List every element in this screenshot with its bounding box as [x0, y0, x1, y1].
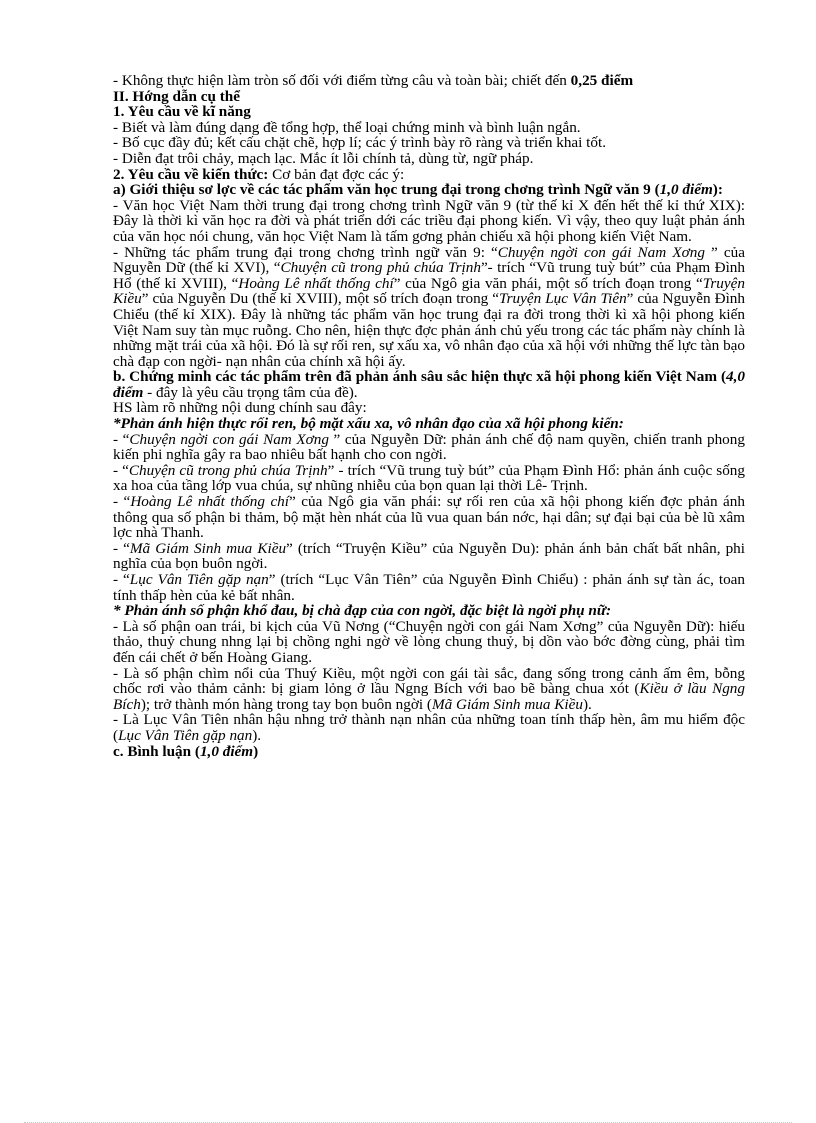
paragraph [113, 603, 745, 619]
paragraph [113, 494, 745, 541]
italic-text: Chuyện ngời con gái Nam Xơng [497, 243, 712, 261]
paragraph [113, 151, 745, 167]
body-text: ” của Nguyễn Dữ: phản ánh chế độ nam quyền, chiến tranh phong kiến phi nghĩa gây ra bao nhiêu bất hạnh cho con ngời. [113, 430, 745, 464]
body-text: Cơ bản đạt đợc các ý: [272, 165, 405, 183]
italic-text: Kiều ở lầu Ngng Bích [113, 680, 745, 713]
body-text: ” của Nguyễn Đình Chiểu (thế kỉ XIX). Đây là những tác phẩm văn học trung đại ra đời trong thời kì xã hội phong kiến Việt Nam suy tàn mục ruỗng. Cho nên, hiện thực đợc phản ánh chủ yếu trong các tác phẩm này chính là những mặt trái của xã hội. Đó là sự rối ren, sự xấu xa, vô nhân đạo của xã hội với những thế lực tàn bạo chà đạp con ngời- nạn nhân của chính xã hội ấy. [113, 290, 745, 370]
bold-text: ): [712, 181, 723, 199]
italic-text: Hoàng Lê nhất thống chí [238, 274, 394, 292]
bold-text: a) Giới thiệu sơ lợc về các tác phẩm văn học trung đại trong chơng trình Ngữ văn 9 ( [113, 181, 660, 199]
bold-text: 1,0 điểm [199, 742, 254, 760]
body-text: - “ [113, 461, 129, 479]
body-text: ” của Nguyễn Du (thế kỉ XVIII), một số trích đoạn trong “ [141, 290, 500, 308]
italic-text: Truyện Lục Vân Tiên [499, 290, 627, 308]
bold-text: *Phản ánh hiện thực rối ren, bộ mặt xấu xa, vô nhân đạo của xã hội phong kiến: [113, 415, 624, 433]
body-text: ” của Ngô gia văn phái: sự rối ren của xã hội phong kiến đợc phản ánh thông qua số phận bi thảm, bộ mặt hèn nhát của lũ vua quan bán nớc, hại dân; sự đại bại của bè lũ xâm lợc nhà Thanh. [113, 493, 745, 542]
body-text: ”- trích “Vũ trung tuỳ bút” của Phạm Đình Hổ (thế kỉ XVIII), “ [113, 259, 745, 292]
body-text: - Những tác phẩm trung đại trong chơng trình ngữ văn 9: “ [113, 243, 498, 261]
bold-text: 1,0 điểm [659, 181, 713, 199]
body-text: - Văn học Việt Nam thời trung đại trong chơng trình Ngữ văn 9 (từ thế kỉ X đến hết thế kỉ thứ XIX): Đây là thời kì văn học ra đời và phát triển dới các triều đại phong kiến. Vì vậy, theo quy luật phản ánh của văn học nói chung, văn học Việt Nam là tấm gơng phản chiếu xã hội phong kiến Việt Nam. [113, 196, 745, 245]
bold-text: * Phản ánh số phận khổ đau, bị chà đạp của con ngời, đặc biệt là ngời phụ nữ: [113, 602, 611, 620]
body-text: - “ [113, 539, 130, 557]
body-text: ). [252, 726, 262, 744]
body-text: - “ [113, 430, 130, 448]
paragraph [113, 104, 745, 120]
italic-text: Chuyện cũ trong phủ chúa Trịnh [280, 259, 481, 277]
body-text: - Biết và làm đúng dạng đề tổng hợp, thể loại chứng minh và bình luận ngắn. [113, 118, 581, 136]
body-text: ” (trích “Lục Vân Tiên” của Nguyễn Đình Chiểu) : phản ánh sự tàn ác, toan tính thấp hèn của kẻ bất nhân. [113, 571, 745, 604]
paragraph [113, 416, 745, 432]
paragraph [113, 619, 745, 666]
bold-text: c. Bình luận ( [113, 742, 200, 760]
body-text: ). [582, 695, 592, 713]
bold-text: II. Hớng dẫn cụ thể [113, 87, 240, 105]
paragraph [113, 541, 745, 572]
body-text: - Bố cục đầy đủ; kết cấu chặt chẽ, hợp lí; các ý trình bày rõ ràng và triển khai tốt. [113, 134, 607, 152]
italic-text: Chuyện cũ trong phủ chúa Trịnh [128, 461, 328, 479]
paragraph [113, 572, 745, 603]
document-page [113, 73, 745, 759]
paragraph [113, 182, 745, 198]
bold-text: 1. Yêu cầu về kĩ năng [113, 103, 251, 121]
body-text: - “ [113, 571, 130, 588]
body-text: ” (trích “Truyện Kiều” của Nguyễn Du): phản ánh bản chất bất nhân, phi nghĩa của bọn buôn ngời. [113, 539, 745, 573]
italic-text: Truyện Kiều [113, 274, 745, 308]
body-text: - Diễn đạt trôi chảy, mạch lạc. Mắc ít lỗi chính tả, dùng từ, ngữ pháp. [113, 149, 534, 167]
italic-text: Lục Vân Tiên gặp nạn [129, 571, 269, 588]
body-text: - Là Lục Vân Tiên nhân hậu nhng trở thành nạn nhân của những toan tính thấp hèn, âm mu hiểm độc ( [113, 711, 745, 744]
paragraph [113, 400, 745, 416]
paragraph [113, 712, 745, 743]
bold-text: b. Chứng minh các tác phẩm trên đã phản ánh sâu sắc hiện thực xã hội phong kiến Việt Nam ( [113, 368, 727, 386]
italic-text: Mã Giám Sinh mua Kiều [129, 539, 287, 557]
paragraph [113, 198, 745, 245]
body-text: ” - trích “Vũ trung tuỳ bút” của Phạm Đình Hổ: phản ánh cuộc sống xa hoa của tầng lớp vua chúa, sự nhũng nhiễu của bọn quan lại thời Lê- Trịnh. [113, 461, 745, 495]
body-text: - Là số phận chìm nổi của Thuý Kiều, một ngời con gái tài sắc, đang sống trong cảnh ấm êm, bỗng chốc rơi vào thảm cảnh: bị giam lỏng ở lầu Ngng Bích với bao bẽ bàng chua xót ( [113, 664, 745, 698]
paragraph [113, 167, 745, 183]
bold-text: ) [253, 742, 259, 760]
body-text: ” của Ngô gia văn phái, một số trích đoạn trong “ [393, 274, 703, 292]
paragraph [113, 73, 745, 89]
body-text: - Không thực hiện làm tròn số đối với điểm từng câu và toàn bài; chiết đến [113, 72, 571, 89]
paragraph [113, 463, 745, 494]
italic-text: Lục Vân Tiên gặp nạn [118, 726, 253, 744]
paragraph [113, 432, 745, 463]
paragraph [113, 135, 745, 151]
body-text: - Là số phận oan trái, bi kịch của Vũ Nơng (“Chuyện ngời con gái Nam Xơng” của Nguyễn Dữ): hiếu thảo, thuỷ chung nhng lại bị chồng nghi ngờ về lòng chung thuỷ, bị dồn vào bớc đờng cùng, phải tìm đến cái chết ở bến Hoàng Giang. [113, 617, 745, 666]
paragraph [113, 120, 745, 136]
body-text: - đây là yêu cầu trọng tâm của đề). [143, 383, 358, 401]
paragraph [113, 245, 745, 370]
italic-text: Mã Giám Sinh mua Kiều [431, 695, 583, 713]
paragraph [113, 744, 745, 760]
bold-text: 4,0 điểm [113, 368, 745, 401]
paragraph [113, 666, 745, 713]
body-text: - “ [113, 493, 131, 511]
bold-text: 2. Yêu cầu về kiến thức: [113, 165, 273, 183]
italic-text: Hoàng Lê nhất thống chí [130, 493, 289, 511]
body-text: ); trở thành món hàng trong tay bọn buôn ngời ( [140, 695, 432, 713]
bold-text: 0,25 điểm [570, 72, 634, 89]
body-text: ” của Nguyễn Dữ (thế kỉ XVI), “ [113, 243, 745, 277]
italic-text: Chuyện ngời con gái Nam Xơng [129, 430, 334, 448]
paragraph [113, 89, 745, 105]
body-text: HS làm rõ những nội dung chính sau đây: [113, 399, 367, 417]
paragraph [113, 369, 745, 400]
